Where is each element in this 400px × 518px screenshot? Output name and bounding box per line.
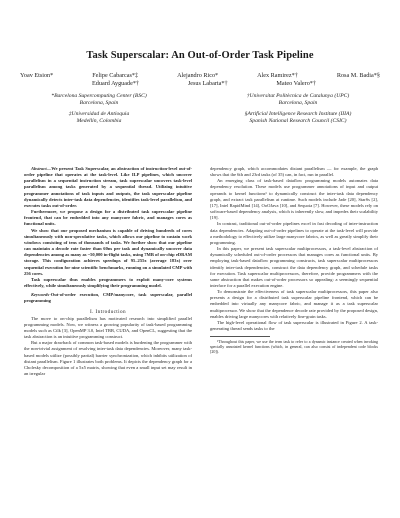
- paper-title: Task Superscalar: An Out-of-Order Task Pipeline: [86, 50, 314, 61]
- abstract-paragraph: Task superscalar thus enables programmers to exploit many-core systems effectively, while simultaneously simplifying their programming model.: [24, 276, 192, 288]
- body-paragraph: In this paper, we present task superscalar multiprocessors, a task-level abstraction of dynamically scheduled out-of-order processors that manages cores as functional units. By employing task-based dataflow programming constructs, task superscalar multiprocessors identify inter-task dependencies, construct the data dependency graph, and schedule tasks for execution. Task superscalar multiprocessors, therefore, provide programmers with the same abstraction that makes out-of-order processors so appealing: a seemingly sequential interface for a parallel execution engine.: [210, 246, 378, 288]
- author-name: Alex Ramirez*†: [257, 72, 298, 79]
- body-paragraph: In contrast, traditional out-of-order pipelines excel in fast decoding of inter-instruction data dependencies. Adapting out-of-order pipelines to operate at the task-level will provide a methodology to effectively utilize large manycore fabrics, as well as greatly simplify their programming.: [210, 221, 378, 245]
- author-name: Felipe Cabarcas*‡: [92, 72, 139, 79]
- affiliation-iiia: [210, 111, 386, 125]
- affiliation-name: †Universitat Politècnica de Catalunya (UPC): [246, 93, 350, 99]
- keywords-label: Keywords: [31, 292, 50, 298]
- body-paragraph: To demonstrate the effectiveness of task superscalar multiprocessors, this paper also presents a design for a distributed task superscalar pipeline frontend, which can be embedded into virtually any manycore fabric, and manage it as a task superscalar multiprocessor. We show that the dependence decode rate provided by the proposed design, enables driving large manycores with relatively fine-grain tasks.: [210, 289, 378, 319]
- right-column: [210, 166, 378, 354]
- affiliation-place: Medellín, Colombia: [76, 118, 122, 124]
- author-name: Alejandro Rico*: [177, 72, 219, 79]
- affiliation-upc: [210, 93, 386, 107]
- body-paragraph: The high-level operational flow of task superscalar is illustrated in Figure 2. A task-generating thread sends tasks to the: [210, 319, 378, 332]
- footnote-rule: [210, 336, 270, 337]
- keywords: [24, 292, 192, 304]
- body-paragraph: But a major drawback of common task-based models is burdening the programmer with the non-trivial assignment of resolving inter-task data dependencies. Moreover, many task-based models utilize (possibly partial) barrier synchronization, which inhibits utilization of distant parallelism. Figure 1 illustrates both problems. It depicts the dependency graph for a Cholesky decomposition of a 5x5 matrix, showing that even a small input set may result in an irregular: [24, 340, 192, 376]
- left-column: [24, 166, 192, 377]
- author-name: Rosa M. Badia*§: [336, 72, 380, 79]
- abstract-paragraph: [24, 166, 192, 209]
- affiliation-place: Barcelona, Spain: [79, 100, 119, 106]
- author-name: Eduard Ayguade*†: [92, 80, 140, 87]
- body-paragraph: An emerging class of task-based dataflow programming models automates data dependency resolution. These models use programmer annotations of input and output operands to kernel functions¹ to dynamically construct the inter-task data dependency graph, and extract task parallelism at runtime. Such models include Jade [20], StarSs [2], [17], Intel RapidMind [14], OoOJava [10], and Sequoia [7]. However, these models rely on software-based dependency analysis, which is inherently slow, and impedes their scalability [19].: [210, 178, 378, 221]
- footnote: ¹Throughout this paper, we use the term task to refer to a dynamic instance created when invoking specially annotated kernel functions (which, in general, can also consist of independent code blocks [20]).: [210, 338, 378, 355]
- author-row-2: [14, 80, 386, 88]
- author-name: Yoav Etsion*: [20, 72, 54, 79]
- abstract-label: Abstract: [31, 166, 47, 171]
- author-list: [14, 72, 386, 88]
- author-row-1: [14, 72, 386, 80]
- affiliation-bsc: [14, 93, 184, 107]
- abstract-paragraph: Furthermore, we propose a design for a distributed task superscalar pipeline frontend, that can be embedded into any manycore fabric, and manages cores as functional units.: [24, 209, 192, 227]
- author-name: Jesus Labarta*†: [187, 80, 228, 87]
- abstract-paragraph: We show that our proposed mechanism is capable of driving hundreds of cores simultaneously with non-speculative tasks, which allows our pipeline to sustain work windows consisting of tens of thousands of tasks. We further show that our pipeline can maintain a decode rate faster than 60ns per task and dynamically uncover data dependencies among as many as ~50,000 in-flight tasks, using 7MB of on-chip eDRAM storage. This configuration achieves speedups of 95–255x (average 183x) over sequential execution for nine scientific benchmarks, running on a simulated CMP with 256 cores.: [24, 227, 192, 276]
- affiliation-name: *Barcelona Supercomputing Center (BSC): [51, 93, 147, 99]
- affiliation-place: Barcelona, Spain: [278, 100, 318, 106]
- abstract-text: —We present Task Superscalar, an abstraction of instruction-level out-of-order pipeline that operates at the task-level. Like ILP pipelines, which uncover parallelism in a sequential instruction stream, task superscalar uncovers task-level parallelism among tasks generated by a sequential thread. Utilizing intuitive programmer annotations of task inputs and outputs, the task superscalar pipeline dynamically detects inter-task data dependencies, identifies task-level parallelism, and executes tasks out-of-order.: [24, 166, 192, 208]
- keywords-text: -Out-of-order execution, CMP/manycore, task superscalar, parallel programming: [24, 292, 192, 304]
- body-paragraph: dependency graph, which accommodates distant parallelism — for example, the graph shows that the 6th and 23rd tasks (of 35) can, in fact, run in parallel.: [210, 166, 378, 178]
- author-name: Mateo Valero*†: [276, 80, 316, 87]
- affiliation-place: Spanish National Research Council (CSIC): [249, 118, 347, 124]
- affiliation-antioquia: [14, 111, 184, 125]
- affiliation-name: ‡Universidad de Antioquia: [68, 111, 130, 117]
- body-paragraph: The move to on-chip parallelism has motivated research into simplified parallel programming models. Now, we witness a growing popularity of task-based programming models such as Cilk [3], OpenMP 3.0, Intel TBB, CUDA, and OpenCL, suggesting that the task abstraction is an intuitive programming construct.: [24, 315, 192, 340]
- affiliation-name: §Artificial Intelligence Research Institute (IIIA): [244, 111, 352, 117]
- section-heading: I. Introduction: [90, 309, 126, 316]
